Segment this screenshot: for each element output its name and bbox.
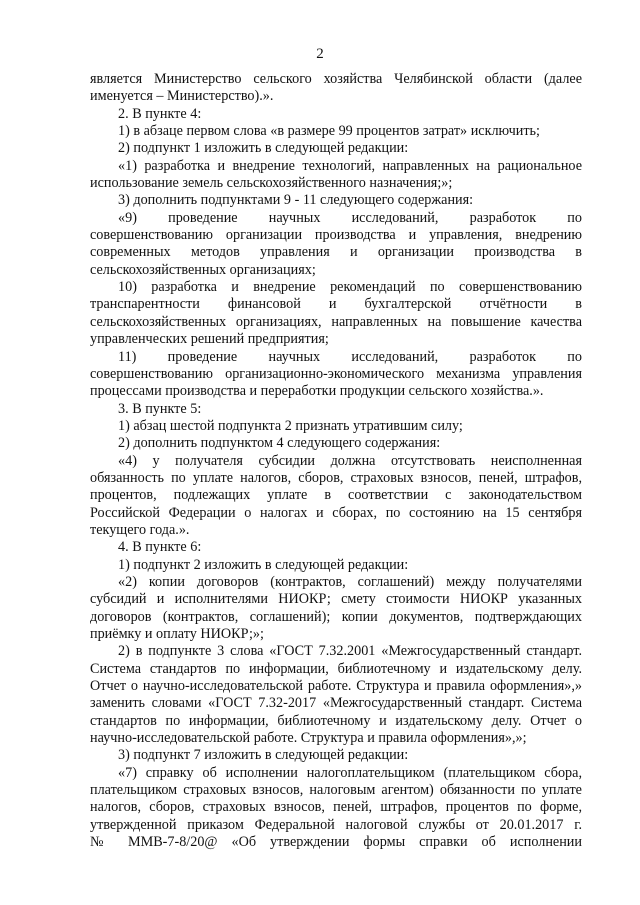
- text-line: текущего года.».: [90, 521, 190, 538]
- page-number: 2: [316, 46, 324, 62]
- text-line: использование земель сельскохозяйственного назначения;»;: [90, 175, 453, 192]
- text-line: современных методов управления и организации производства в: [90, 244, 582, 261]
- text-line: 2) подпункт 1 изложить в следующей редакции:: [118, 140, 409, 157]
- text-line: 4. В пункте 6:: [118, 539, 202, 556]
- text-line: является Министерство сельского хозяйства Челябинской области (далее: [90, 71, 582, 87]
- text-line: 2) в подпункте 3 слова «ГОСТ 7.32.2001 «Межгосударственный стандарт.: [118, 643, 582, 660]
- text-line: «9) проведение научных исследований, разработок по: [118, 209, 582, 226]
- text-line: 1) подпункт 2 изложить в следующей редакции:: [118, 556, 409, 573]
- text-line: приёмку и оплату НИОКР;»;: [90, 626, 264, 642]
- text-line: управленческих решений предприятия;: [90, 331, 329, 348]
- text-line: «4) у получателя субсидии должна отсутствовать неисполненная: [118, 452, 582, 469]
- text-line: 2. В пункте 4:: [118, 105, 202, 122]
- text-line: налогов, сборов, страховых взносов, пеней, штрафов, процентов по форме,: [90, 799, 582, 816]
- text-line: Российской Федерации о налогах и сборах, по состоянию на 15 сентября: [90, 504, 582, 521]
- text-line: совершенствованию организации производства и управления, внедрению: [90, 227, 582, 244]
- text-line: 10) разработка и внедрение рекомендаций по совершенствованию: [118, 279, 582, 296]
- text-line: 11) проведение научных исследований, разработок по: [118, 348, 582, 365]
- text-line: 1) в абзаце первом слова «в размере 99 процентов затрат» исключить;: [118, 123, 540, 140]
- text-line: утвержденной приказом Федеральной налоговой службы от 20.01.2017 г.: [90, 816, 582, 833]
- text-line: заменить словами «ГОСТ 7.32-2017 «Межгосударственный стандарт. Система: [90, 695, 582, 712]
- text-line: сельскохозяйственных организациях;: [90, 261, 316, 278]
- text-line: субсидий и исполнителями НИОКР; смету стоимости НИОКР указанных: [90, 591, 582, 608]
- text-line: обязанность по уплате налогов, сборов, страховых взносов, пеней, штрафов,: [90, 469, 582, 486]
- text-line: научно-исследовательской работе. Структура и правила оформления»,»;: [90, 730, 527, 747]
- text-line: сельскохозяйственных организациях, направленных на повышение качества: [90, 313, 582, 330]
- text-line: Система стандартов по информации, библиотечному и издательскому делу.: [90, 660, 582, 677]
- text-line: 1) абзац шестой подпункта 2 признать утратившим силу;: [118, 417, 463, 434]
- text-line: «2) копии договоров (контрактов, соглашений) между получателями: [118, 573, 582, 590]
- text-line: совершенствованию организационно-экономического механизма управления: [90, 365, 582, 382]
- document-body: [90, 71, 582, 851]
- text-line: плательщиком страховых взносов, налоговым агентом) обязанности по уплате: [90, 782, 582, 799]
- text-line: транспарентности финансовой и бухгалтерской отчётности в: [90, 296, 582, 313]
- text-line: «7) справку об исполнении налогоплательщиком (плательщиком сбора,: [118, 764, 582, 781]
- text-line: 3. В пункте 5:: [118, 400, 202, 417]
- text-line: именуется – Министерство).».: [90, 88, 274, 105]
- text-line: стандартов по информации, библиотечному и издательскому делу. Отчет о: [90, 712, 582, 729]
- text-line: № ММВ-7-8/20@ «Об утверждении формы справки об исполнении: [90, 834, 582, 851]
- text-line: 3) дополнить подпунктами 9 - 11 следующего содержания:: [118, 192, 474, 209]
- text-line: 3) подпункт 7 изложить в следующей редакции:: [118, 747, 409, 764]
- text-line: договоров (контрактов, соглашений); копии документов, подтверждающих: [90, 608, 582, 625]
- text-line: Отчет о научно-исследовательской работе. Структура и правила оформления»,»: [90, 678, 582, 695]
- text-line: «1) разработка и внедрение технологий, направленных на рациональное: [118, 157, 582, 174]
- text-line: процессами производства и переработки продукции сельского хозяйства.».: [90, 383, 544, 400]
- text-line: процентов, подлежащих уплате в соответствии с законодательством: [90, 487, 582, 504]
- text-line: 2) дополнить подпунктом 4 следующего содержания:: [118, 435, 441, 452]
